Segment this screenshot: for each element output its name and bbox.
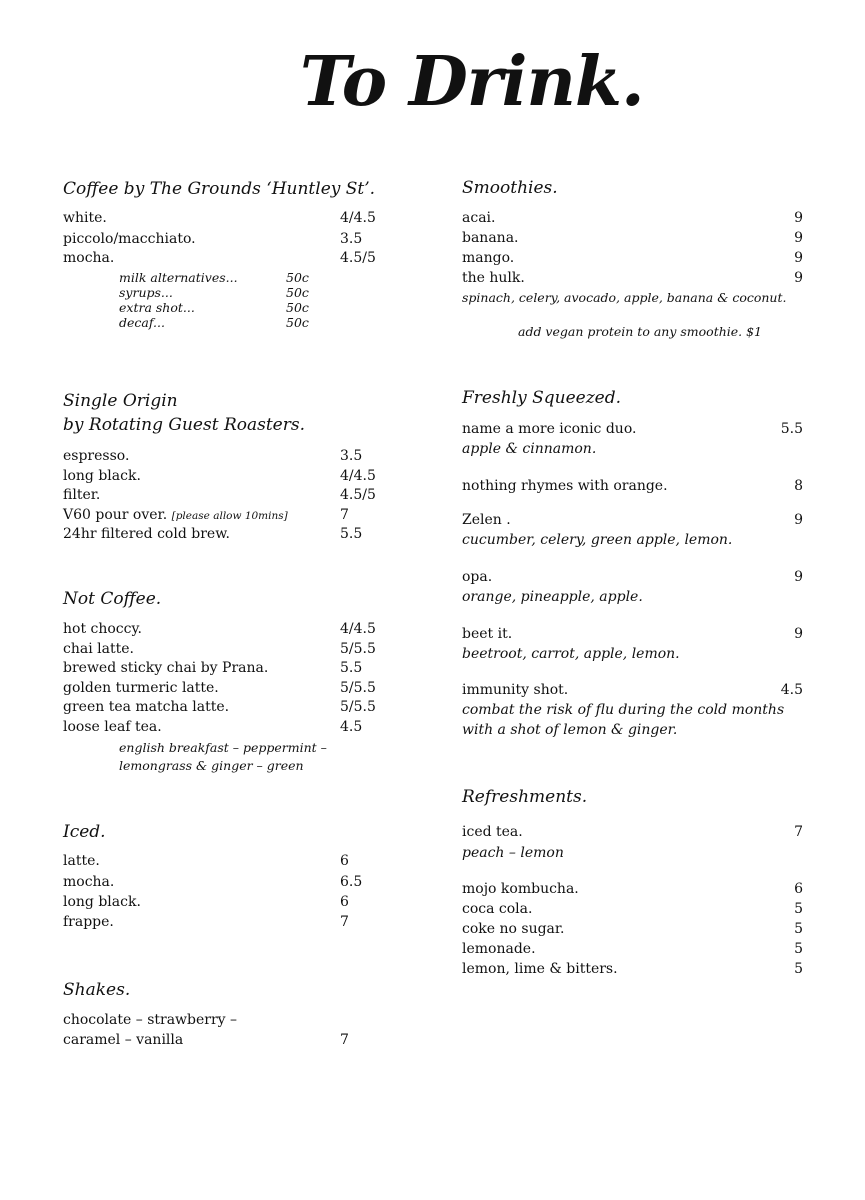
menu-item-price: 5.5: [340, 526, 363, 542]
menu-item-price: 5.5: [340, 660, 363, 676]
menu-item-price: 5: [794, 961, 803, 977]
menu-item-price: 5: [794, 901, 803, 917]
menu-item-description: with a shot of lemon & ginger.: [462, 722, 678, 738]
extra-name: extra shot...: [119, 300, 195, 315]
menu-item-name: green tea matcha latte.: [63, 699, 230, 715]
menu-item-price: 6: [794, 881, 803, 897]
menu-item-price: 9: [794, 512, 803, 528]
section-subheading-single-origin: by Rotating Guest Roasters.: [63, 415, 305, 435]
menu-item-description: apple & cinnamon.: [462, 441, 597, 457]
menu-item-price: 9: [794, 626, 803, 642]
menu-item-label: V60 pour over.: [63, 507, 168, 523]
page-title: To Drink.: [300, 42, 644, 122]
menu-item-description: spinach, celery, avocado, apple, banana & coconut.: [462, 290, 787, 305]
smoothie-addon: add vegan protein to any smoothie. $1: [518, 324, 763, 339]
extra-price: 50c: [286, 300, 309, 315]
menu-item-price: 5: [794, 941, 803, 957]
menu-item-name: frappe.: [63, 914, 114, 930]
extra-name: milk alternatives...: [119, 270, 238, 285]
menu-item-name: golden turmeric latte.: [63, 680, 219, 696]
menu-item-name: white.: [63, 210, 107, 226]
menu-item-name: lemonade.: [462, 941, 536, 957]
menu-item-description: beetroot, carrot, apple, lemon.: [462, 646, 680, 662]
extra-price: 50c: [286, 285, 309, 300]
menu-item-name: espresso.: [63, 448, 130, 464]
menu-item-name: lemon, lime & bitters.: [462, 961, 618, 977]
shake-flavours: chocolate – strawberry –: [63, 1012, 238, 1028]
menu-item-price: 6.5: [340, 874, 363, 890]
menu-item-name: latte.: [63, 853, 100, 869]
menu-item-name: mango.: [462, 250, 515, 266]
menu-item-name: [63, 505, 288, 526]
menu-item-price: 9: [794, 270, 803, 286]
menu-item-name: long black.: [63, 894, 141, 910]
menu-item-name: brewed sticky chai by Prana.: [63, 660, 269, 676]
menu-item-name: name a more iconic duo.: [462, 421, 637, 437]
menu-item-price: 5/5.5: [340, 699, 376, 715]
menu-item-price: 7: [794, 824, 803, 840]
menu-item-name: piccolo/macchiato.: [63, 231, 196, 247]
menu-item-note: [please allow 10mins]: [171, 510, 288, 522]
menu-item-name: 24hr filtered cold brew.: [63, 526, 230, 542]
menu-item-name: chai latte.: [63, 641, 134, 657]
menu-item-name: immunity shot.: [462, 682, 569, 698]
menu-item-name: long black.: [63, 468, 141, 484]
tea-options: english breakfast – peppermint –: [119, 740, 327, 755]
menu-item-name: banana.: [462, 230, 519, 246]
section-heading-shakes: Shakes.: [63, 980, 131, 1000]
menu-item-name: iced tea.: [462, 824, 523, 840]
menu-item-price: 6: [340, 853, 349, 869]
menu-item-price: 4/4.5: [340, 621, 376, 637]
menu-item-description: peach – lemon: [462, 845, 564, 861]
menu-item-price: 4.5: [780, 682, 803, 698]
menu-item-name: acai.: [462, 210, 496, 226]
menu-item-description: orange, pineapple, apple.: [462, 589, 643, 605]
menu-item-price: 4/4.5: [340, 468, 376, 484]
menu-item-name: filter.: [63, 487, 101, 503]
menu-item-price: 5/5.5: [340, 680, 376, 696]
menu-item-price: 7: [340, 507, 349, 523]
menu-item-price: 9: [794, 250, 803, 266]
menu-item-price: 4/4.5: [340, 210, 376, 226]
section-heading-iced: Iced.: [63, 822, 106, 842]
menu-item-name: mocha.: [63, 250, 115, 266]
menu-item-price: 3.5: [340, 448, 363, 464]
menu-item-name: coca cola.: [462, 901, 533, 917]
menu-item-price: 4.5/5: [340, 250, 376, 266]
menu-item-name: mojo kombucha.: [462, 881, 579, 897]
extra-price: 50c: [286, 315, 309, 330]
menu-item-price: 8: [794, 478, 803, 494]
section-heading-freshly-squeezed: Freshly Squeezed.: [462, 388, 622, 408]
menu-item-name: mocha.: [63, 874, 115, 890]
menu-item-name: opa.: [462, 569, 493, 585]
section-heading-smoothies: Smoothies.: [462, 178, 558, 198]
menu-item-price: 5: [794, 921, 803, 937]
tea-options: lemongrass & ginger – green: [119, 758, 304, 773]
extra-name: syrups...: [119, 285, 173, 300]
menu-item-price: 3.5: [340, 231, 363, 247]
menu-item-price: 4.5: [340, 719, 363, 735]
section-heading-refreshments: Refreshments.: [462, 787, 588, 807]
menu-item-price: 7: [340, 914, 349, 930]
menu-item-name: beet it.: [462, 626, 513, 642]
menu-item-price: 9: [794, 230, 803, 246]
menu-item-name: loose leaf tea.: [63, 719, 162, 735]
extra-price: 50c: [286, 270, 309, 285]
menu-item-name: coke no sugar.: [462, 921, 565, 937]
menu-item-description: combat the risk of flu during the cold months: [462, 702, 785, 718]
menu-item-name: hot choccy.: [63, 621, 142, 637]
section-heading-coffee: Coffee by The Grounds ‘Huntley St’.: [63, 179, 376, 199]
menu-item-price: 5/5.5: [340, 641, 376, 657]
section-heading-not-coffee: Not Coffee.: [63, 589, 162, 609]
section-heading-single-origin: Single Origin: [63, 391, 178, 411]
shake-flavours: caramel – vanilla: [63, 1032, 184, 1048]
menu-item-price: 6: [340, 894, 349, 910]
menu-item-description: cucumber, celery, green apple, lemon.: [462, 532, 733, 548]
menu-item-price: 9: [794, 569, 803, 585]
menu-item-name: Zelen .: [462, 512, 511, 528]
menu-item-price: 9: [794, 210, 803, 226]
menu-item-price: 7: [340, 1032, 349, 1048]
extra-name: decaf...: [119, 315, 165, 330]
menu-item-name: the hulk.: [462, 270, 525, 286]
menu-item-price: 4.5/5: [340, 487, 376, 503]
menu-item-price: 5.5: [780, 421, 803, 437]
menu-item-name: nothing rhymes with orange.: [462, 478, 668, 494]
